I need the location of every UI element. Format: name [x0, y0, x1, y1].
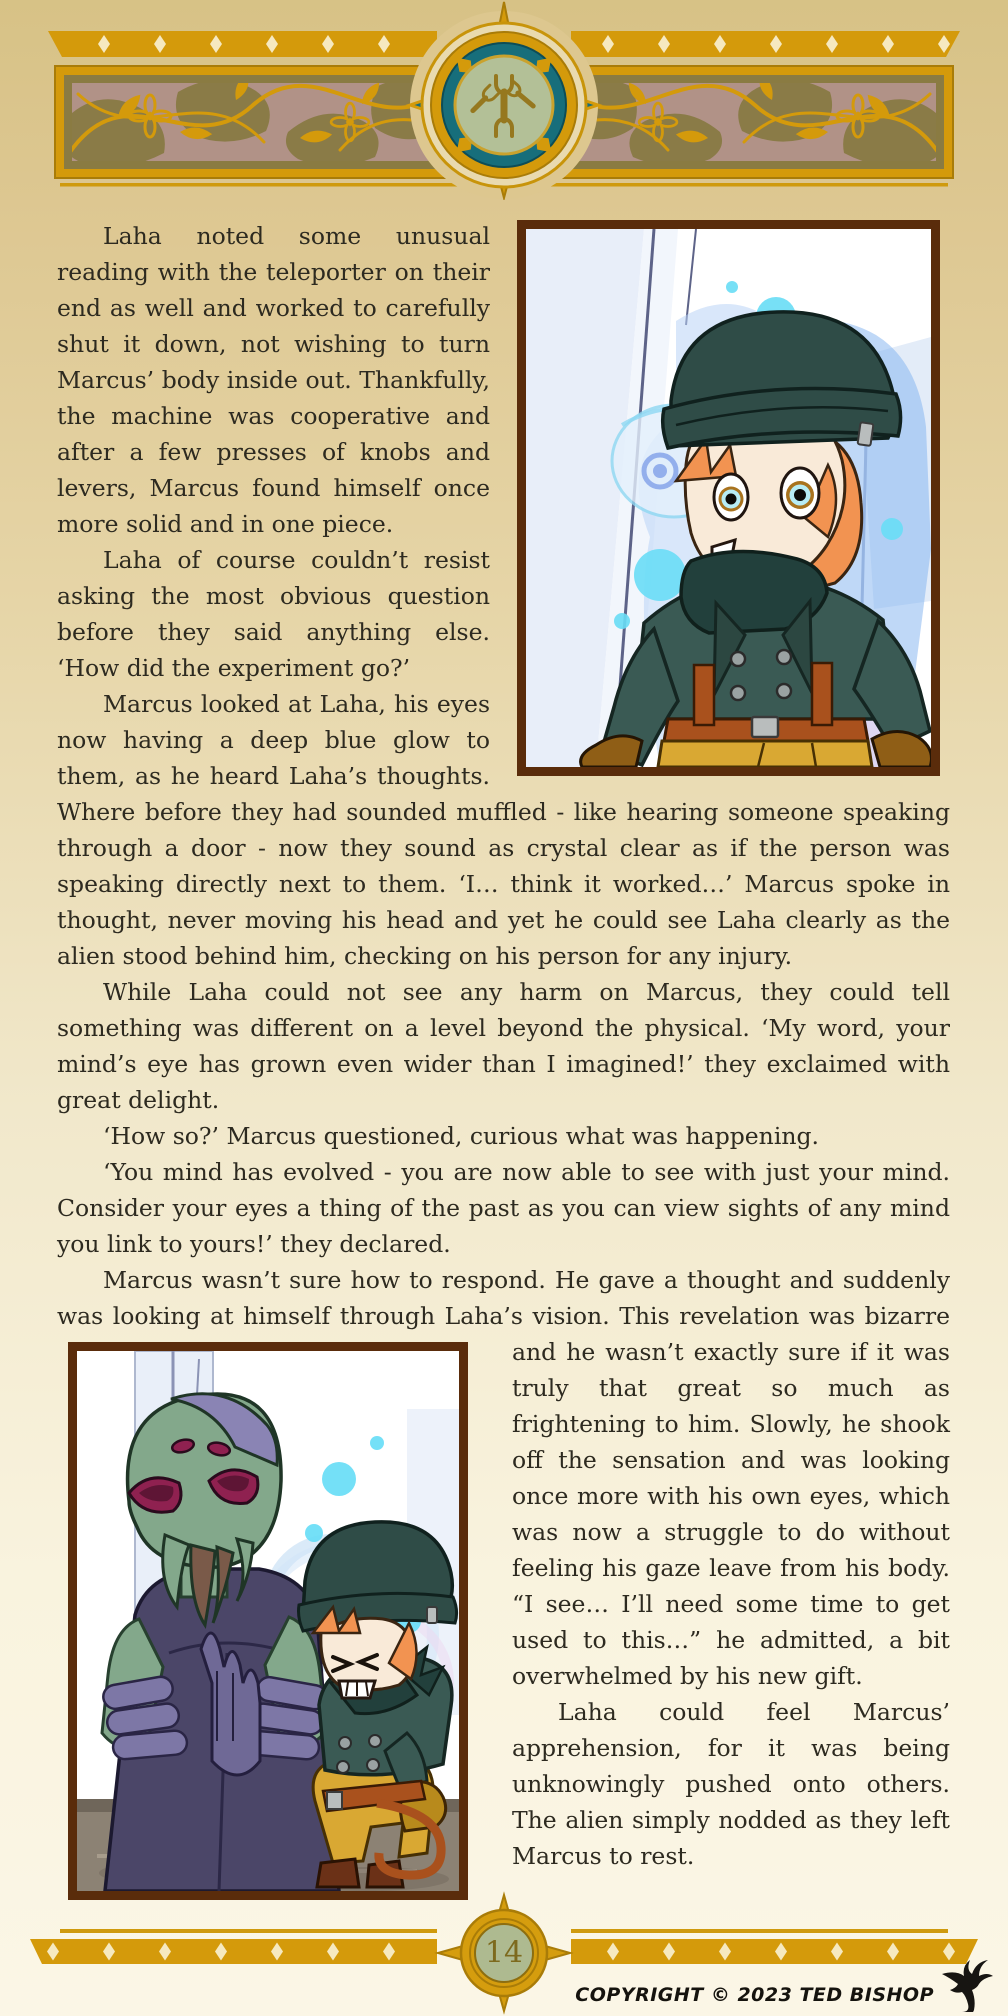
story-paragraph	[57, 218, 950, 542]
story-paragraph	[57, 1154, 950, 1262]
page-number-medallion	[438, 1895, 570, 2011]
publisher-bird-logo-icon	[932, 1948, 994, 2012]
paragraph-text: Marcus looked at Laha, his eyes now having a deep blue glow to them, as he heard Laha’s thoughts. Where before they had sounded muffled - like hearing someone speaking through a door - now they sound as crystal clear as if the person was speaking directly next to them. ‘I… think it worked…’ Marcus spoke in thought, never moving his head and yet he could see Laha clearly as the alien stood behind him, checking on his person for any injury.	[57, 690, 950, 970]
paragraph-text: While Laha could not see any harm on Marcus, they could tell something was different on a level beyond the physical. ‘My word, your mind’s eye has grown even wider than I imagined!’ they exclaimed with great delight.	[57, 978, 950, 1114]
illustration-laha-and-marcus	[68, 1342, 468, 1900]
paragraph-text: ‘You mind has evolved - you are now able to see with just your mind. Consider your eyes a thing of the past as you can view sights of any mind you link to yours!’ they declared.	[57, 1158, 950, 1258]
page-number: 14	[484, 1935, 524, 1971]
paragraph-text: Marcus wasn’t sure how to respond. He gave a thought and suddenly was looking at himself through Laha’s vision. This revelation was	[57, 1266, 950, 1330]
story-paragraph	[57, 1262, 950, 1694]
story-paragraph	[57, 974, 950, 1118]
header-banner	[0, 0, 1008, 200]
paragraph-text: ‘How so?’ Marcus questioned, curious what was happening.	[103, 1122, 819, 1150]
paragraph-text: Laha of course couldn’t resist asking the most obvious question before they said anything else. ‘How did the experiment go?’	[57, 546, 490, 682]
paragraph-text: Laha could feel Marcus’ apprehension, for it was being unknowingly pushed onto others. The alien simply nodded as they left Marcus to rest.	[512, 1698, 950, 1870]
page-header	[0, 0, 1008, 200]
copyright-text: COPYRIGHT © 2023 TED BISHOP	[575, 1984, 934, 2006]
page-footer	[0, 1891, 1008, 2016]
paragraph-text: Laha noted some unusual reading with the teleporter on their end as well and worked to carefully shut it down, not wishing to turn Marcus’ body inside out. Thankfully, the machine was cooperative and after a few presses of knobs and levers, Marcus found himself once more solid and in one piece.	[57, 222, 490, 538]
story-text	[0, 200, 1008, 1874]
story-paragraph	[57, 1118, 950, 1154]
illustration-marcus-vision	[517, 220, 940, 776]
header-medallion	[410, 2, 598, 199]
paragraph-text: bizarre and he wasn’t exactly sure if it was truly that great so much as frightening to him. Slowly, he shook off the sensation and was looking once more with his own eyes, which was now a struggle to do without feeling his gaze leave from his body. “I see… I’ll need some time to get used to this…” he admitted, a bit overwhelmed by his new gift.	[512, 1302, 950, 1690]
